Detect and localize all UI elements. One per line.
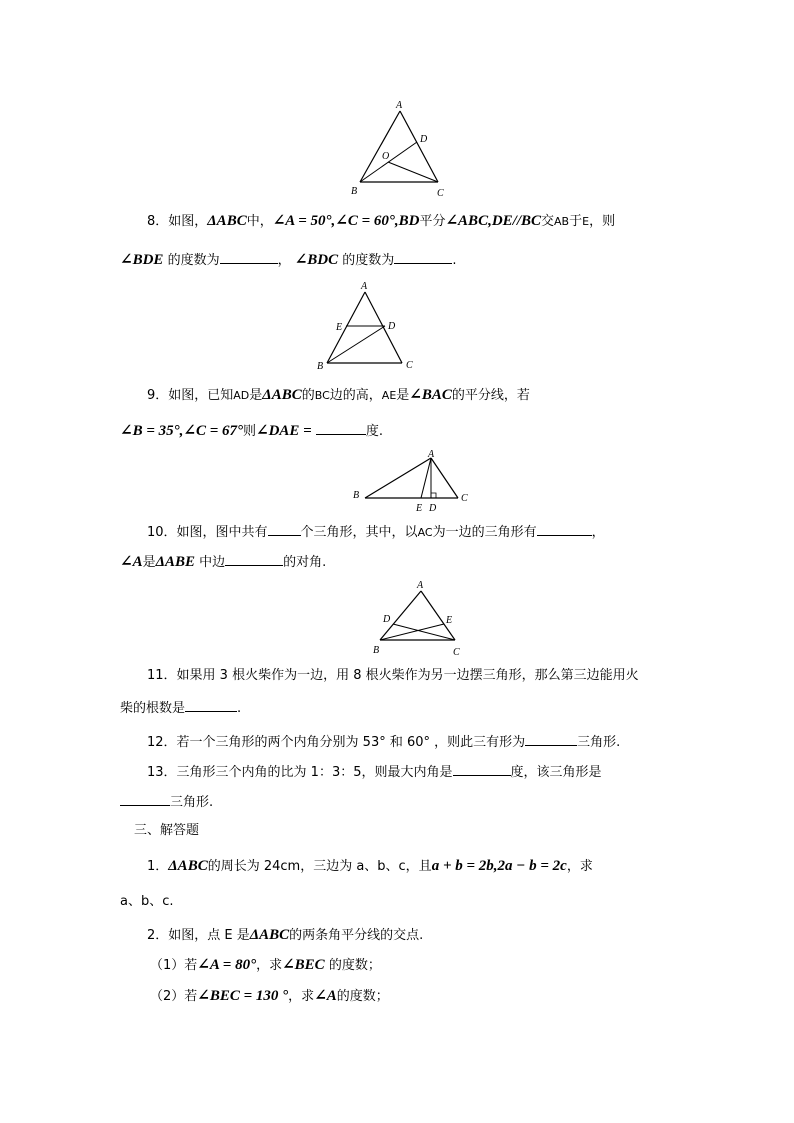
section-title: 三、解答题 — [134, 823, 200, 838]
label-o: O — [382, 151, 390, 162]
answer-blank-ac-triangles[interactable] — [537, 521, 592, 536]
answer-blank-count[interactable] — [268, 521, 301, 536]
answer-blank-side[interactable] — [225, 551, 283, 566]
label-e: E — [446, 615, 453, 626]
label-d: D — [383, 614, 391, 625]
figure-triangle-cevians — [365, 577, 470, 659]
figure-triangle-de-parallel-bc — [312, 278, 417, 373]
answer-blank-triangle-kind[interactable] — [120, 791, 170, 806]
answer-blank-bdc[interactable] — [394, 249, 452, 264]
answer-blank-max-angle[interactable] — [453, 761, 511, 776]
q10-line2: ∠A是ΔABE 中边 的对角. — [120, 551, 326, 572]
q9-line1: 9．如图，已知AD是ΔABC的BC边的高，AE是∠BAC的平分线，若 — [147, 387, 530, 403]
label-a: A — [361, 281, 368, 292]
label-e: E — [416, 503, 423, 513]
s1-line1: 1．ΔABC的周长为 24cm，三边为 a、b、c，且a + b = 2b,2a − b = 2c，求 — [147, 858, 593, 874]
label-b: B — [353, 490, 360, 501]
q13-line2: 三角形. — [120, 791, 213, 812]
label-c: C — [461, 493, 468, 504]
q10-line1: 10．如图，图中共有 个三角形，其中，以AC为一边的三角形有 ， — [147, 521, 605, 542]
q11-line2: 柴的根数是 . — [120, 697, 241, 718]
answer-blank-bde[interactable] — [220, 249, 278, 264]
figure-triangle-altitude-bisector — [348, 448, 473, 513]
label-a: A — [417, 580, 424, 591]
s2-part2: （2）若∠BEC = 130 °，求∠A的度数； — [150, 988, 389, 1004]
label-b: B — [351, 186, 358, 197]
q11-line1: 11．如果用 3 根火柴作为一边，用 8 根火柴作为另一边摆三角形，那么第三边能用火 — [147, 668, 639, 683]
label-c: C — [437, 188, 444, 197]
label-d: D — [420, 134, 428, 145]
s2-line1: 2．如图，点 E 是ΔABC的两条角平分线的交点. — [147, 927, 424, 943]
label-a: A — [428, 449, 435, 460]
label-e: E — [336, 322, 343, 333]
label-b: B — [373, 645, 380, 656]
q8-line2: ∠BDE 的度数为 ， ∠BDC 的度数为 . — [120, 249, 456, 270]
answer-blank-matches[interactable] — [185, 697, 237, 712]
q9-line2: ∠B = 35°,∠C = 67°则∠DAE = 度. — [120, 420, 383, 441]
q8-line1: 8．如图，ΔABC中，∠A = 50°,∠C = 60°,BD平分∠ABC,DE//BC交AB于E，则 — [147, 213, 616, 229]
label-b: B — [317, 361, 324, 372]
label-d: D — [388, 321, 396, 332]
figure-triangle-abc-o-d — [345, 97, 455, 197]
s1-line2: a、b、c. — [120, 894, 174, 909]
answer-blank-triangle-type[interactable] — [525, 731, 577, 746]
s2-part1: （1）若∠A = 80°，求∠BEC 的度数； — [150, 957, 381, 973]
label-c: C — [406, 360, 413, 371]
q12-line: 12．若一个三角形的两个内角分别为 53° 和 60° ，则此三有形为 三角形. — [147, 731, 620, 752]
q13-line1: 13．三角形三个内角的比为 1：3：5，则最大内角是 度，该三角形是 — [147, 761, 602, 782]
label-c: C — [453, 647, 460, 658]
answer-blank-dae[interactable] — [316, 420, 366, 435]
label-a: A — [396, 100, 403, 111]
label-d: D — [429, 503, 437, 513]
